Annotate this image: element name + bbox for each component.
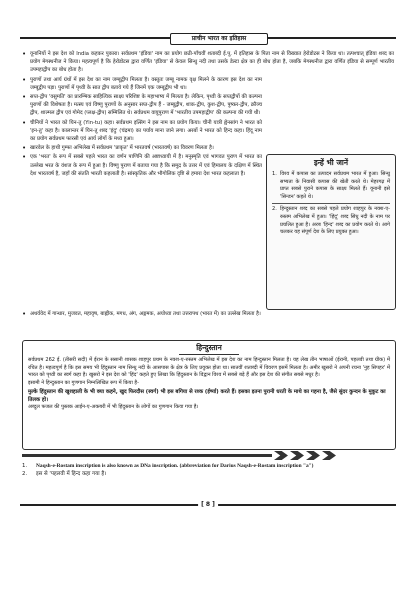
decorative-divider: [22, 451, 396, 460]
info-box-item: 1. विश्व में कपास का उत्पादन सर्वप्रथम भारत में हुआ। सिन्धु सभ्यता के निवासी कपास की खेती करते थे। मेहरगढ़ में प्राप्त सबसे पुराने कपास के साक्ष्य मिलते हैं। यूनानी इसे 'सिन्डन' कहते थे।: [272, 171, 390, 200]
bullet-item: [22, 310, 394, 318]
bullet-icon: •: [22, 118, 27, 127]
info-box-hindustan: [22, 340, 396, 450]
info-box-item-text: हिन्दुस्तान शब्द का सबसे पहले प्रयोग शाहपुर के नक्श-ए-रुस्तम अभिलेख में हुआ। 'हिंदू' शब्द सिंधु नदी के नाम पर प्रचलित हुआ है। अरब 'हिन्द' शब्द का प्रयोग करते थे। आगे चलकर यह संपूर्ण देश के लिए प्रयुक्त हुआ।: [280, 206, 390, 236]
info-box-divider: [272, 203, 390, 204]
footnotes: [22, 462, 394, 478]
page-number: [ 8 ]: [198, 500, 218, 510]
bullet-icon: •: [22, 310, 27, 318]
info-box-title: हिन्दुस्तान: [196, 343, 222, 352]
bullet-text: सप्त-द्वीप 'वसुमति' का प्रारम्भिक साहित्यिक साक्ष्य परिशिष्ट के महाभाष्य में मिलता है। लेकिन, पृथ्वी के सप्तद्वीपों की कल्पना पुराणों की विशेषता है। मत्स्य एवं विष्णु पुराणों के अनुसार सप्त-द्वीप हैं - जम्बूद्वीप, शाक-द्वीप, कुश-द्वीप, पुष्कर-द्वीप, क्रौञ्च द्वीप, शाल्मल द्वीप एवं गोमेद (प्लक्ष-द्वीप) सम्मिलित थे। सर्वप्रथम वायुपुराण में 'भारतीय उपमहाद्वीप' की कल्पना की गयी थी।: [30, 94, 262, 117]
chevron-right-icon: [306, 451, 320, 460]
footnote-text: Naqsh-e-Rostam inscription is also known as DNa inscription. (abbreviation for Darius Naqsh-e-Rostam inscription "a"): [36, 463, 314, 469]
chevron-right-icon: [322, 451, 336, 460]
bullet-item: [22, 50, 394, 75]
bullet-item: [22, 76, 262, 92]
bullet-text: पुराणों तथा आर्य ग्रंथों में इस देश का नाम जम्बूद्वीप मिलता है। वस्तुतः जम्बू नामक वृक्ष मिलने के कारण इस देश का नाम जम्बूद्वीप पड़ा। पुराणों में पृथ्वी के सात द्वीप बताये गये हैं जिनमें एक जम्बूद्वीप भी था।: [30, 76, 262, 91]
bullet-list-bottom: [22, 310, 394, 319]
bullet-icon: •: [22, 50, 27, 58]
info-box-verse: मुल्के हिंदुस्तान की खुशहाली के भी क्या कहने, खुद फिरदौस (स्वर्ग) भी इस बगिया से रश्क (ईर्ष्या) करते हैं। इसका इतना पुरानी धरती के माथे का गहना है, जैसे सुंदर कुन्दन के मुकुट का तिलक हो।: [28, 388, 386, 403]
bullet-item: [22, 93, 262, 118]
running-header: [20, 33, 396, 43]
footnote: 1. Naqsh-e-Rostam inscription is also known as DNa inscription. (abbreviation for Darius Naqsh-e-Rostam inscription "a"): [22, 463, 314, 469]
footnote: 2. इस से 'पहलवी में हिन्द कहा गया है।: [22, 471, 107, 477]
info-box-know-this: [266, 154, 396, 310]
bullet-text: यूनानियों ने इस देश को India कहकर पुकारा। सर्वप्रथम 'इंडिया' नाम का प्रयोग छठी-पाँचवीं शताब्दी ई.पू. में इतिहास के पिता नाम से विख्यात हेरोडोटस ने किया था। तत्पश्चात् इंडिया शब्द का प्रयोग मेगस्थनीज ने किया। महत्वपूर्ण है कि हेरोडोटस द्वारा वर्णित 'इंडिया' से केवल सिन्धु नदी तथा उसके डेल्टा क्षेत्र का ही बोध होता है, जबकि मेगस्थनीज द्वारा वर्णित इंडिया से सम्पूर्ण भारतीय उपमहाद्वीप का बोध होता है।: [30, 51, 394, 74]
info-box-title: इन्हें भी जानें: [313, 158, 348, 167]
bullet-item: [22, 153, 262, 178]
info-box-item-text: विश्व में कपास का उत्पादन सर्वप्रथम भारत में हुआ। सिन्धु सभ्यता के निवासी कपास की खेती करते थे। मेहरगढ़ में प्राप्त सबसे पुराने कपास के साक्ष्य मिलते हैं। यूनानी इसे 'सिन्डन' कहते थे।: [280, 171, 390, 200]
info-box-paragraph: अब्दुल फजल की पुस्तक आईन-ए-अकबरी में भी हिंदुस्तान के लोगों का गुणगान किया गया है।: [28, 403, 199, 410]
info-box-paragraph: सर्वप्रथम 262 ई. (तीसरी सदी) में ईरान के ससानी शासक शाहपुर प्रथम के नक्श-ए-रुस्तम अभिलेख में इस देश का नाम हिन्दुस्तान मिलता है। यह लेख तीन भाषाओं (ईरानी, पहलवी तथा ग्रीक) में रचित है। महत्वपूर्ण है कि इस समय भी हिंदुस्तान नाम सिन्धु नदी के आसपास के क्षेत्र के लिए प्रयुक्त होता था। सातवीं शताब्दी में विवरण इसमें मिलता है। अमीर खुसरो ने अपनी रचना 'नुह सिपहर' में भारत को पृथ्वी का स्वर्ग कहा है। खुसरो ने इस देश को 'हिंद' कहते हुए लिखा कि हिंदुस्तान के विद्वान विश्व में सबसे बड़े हैं और इस देश की संगीत सबसे मधुर है।: [28, 357, 390, 379]
bullet-item: [22, 144, 262, 152]
page-footer: [20, 500, 396, 510]
info-box-item: 2. हिन्दुस्तान शब्द का सबसे पहले प्रयोग शाहपुर के नक्श-ए-रुस्तम अभिलेख में हुआ। 'हिंदू' शब्द सिंधु नदी के नाम पर प्रचलित हुआ है। अरब 'हिन्द' शब्द का प्रयोग करते थे। आगे चलकर यह संपूर्ण देश के लिए प्रयुक्त हुआ।: [272, 206, 390, 236]
chevron-right-icon: [290, 451, 304, 460]
info-box-paragraph: इसामी ने हिन्दुस्तान का गुणगान निम्नलिखित रूप में किया है-: [28, 380, 139, 387]
bullet-text: चीनियों ने भारत को यिन-तु (Yin-tu) कहा। सर्वप्रथम इत्सिंग ने इस नाम का प्रयोग किया। चीनी यात्री ह्वेनसांग ने भारत को 'इन-तु' कहा है। कालान्तर में यिन-तु शब्द 'इंदु' (चंद्रमा) का पर्याय माना जाने लगा। अरबों ने भारत को हिन्द कहा। हिंदू नाम का प्रयोग सर्वप्रथम फारसी एवं आर्य लोगों के मध्य हुआ।: [30, 119, 262, 143]
title-underline: [179, 354, 239, 355]
bullet-icon: •: [22, 93, 27, 102]
bullet-icon: •: [22, 144, 27, 153]
bullet-text: अथर्ववेद में गान्धार, मुजवत, महावृष, बाह्लीक, मगध, अंग, अङ्गमक, अयोध्या तथा उत्तरापथ (भारत में) का उल्लेख मिलता है।: [30, 311, 261, 317]
bullet-icon: •: [22, 75, 27, 84]
bullet-item: [22, 119, 262, 144]
footnote-text: इस से 'पहलवी में हिन्द कहा गया है।: [36, 471, 107, 477]
header-title: प्राचीन भारत का इतिहास: [170, 33, 268, 45]
chevron-right-icon: [274, 451, 288, 460]
bullet-text: खारवेल के हाथी गुम्फा अभिलेख में सर्वप्रथम 'प्राकृत' में भारतवर्ष (भारतवर्ष) का विवरण मिलता है।: [30, 145, 214, 152]
bullet-text: एक 'भरत' के रूप में सबसे पहले भारत का वर्णन पाणिनि की अष्टाध्यायी में है। मनुस्मृति एवं भागवत पुराण में भारत का उल्लेख भरत के वंशज के रूप में हुआ है। विष्णु पुराण में बताया गया है कि समुद्र के उत्तर में एवं हिमालय के दक्षिण में स्थित देश भारतवर्ष है, जहाँ की संतति भारती कहलाती है। सांस्कृतिक और भौगोलिक दृष्टि से हमारा देश भारत कहलाता है।: [30, 154, 262, 177]
bullet-icon: •: [22, 153, 27, 162]
